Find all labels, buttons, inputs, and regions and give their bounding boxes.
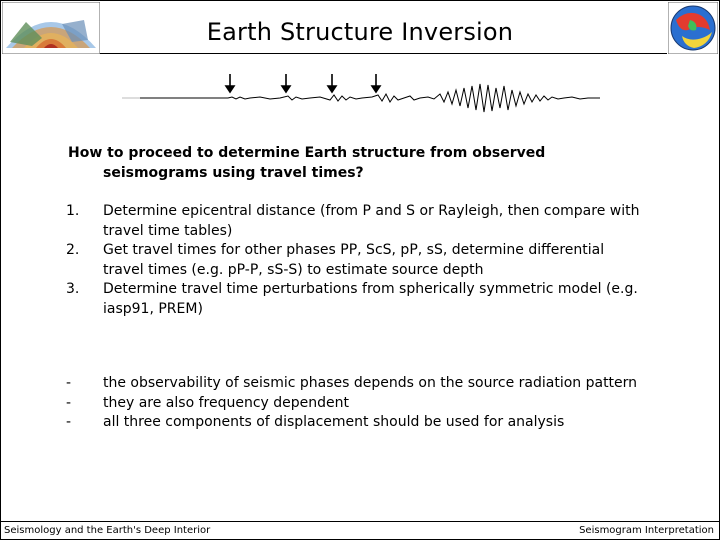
question-line-1: How to proceed to determine Earth structure from observed — [68, 145, 546, 161]
list-marker: 1. — [66, 203, 80, 219]
steps-list — [66, 202, 646, 319]
list-item — [66, 394, 646, 414]
list-marker: 2. — [66, 242, 80, 258]
page-title: Earth Structure Inversion — [206, 18, 514, 46]
list-item — [66, 241, 646, 280]
title-bar — [0, 0, 720, 68]
list-marker: - — [66, 394, 72, 411]
list-item-text: Get travel times for other phases PP, ScS, pP, sS, determine differential travel times (e.g. pP-P, sS-S) to estimate source depth — [103, 242, 605, 278]
title-underline — [100, 53, 667, 54]
seismogram-waveform-icon — [110, 70, 610, 130]
list-marker: - — [66, 375, 72, 391]
list-marker: 3. — [66, 281, 80, 297]
list-item — [66, 202, 646, 241]
notes-list — [66, 374, 646, 433]
footer-section-title: Seismogram Interpretation — [579, 525, 714, 536]
arrival-arrows — [226, 74, 380, 92]
list-marker: - — [66, 414, 72, 430]
list-item-text: Determine epicentral distance (from P and S or Rayleigh, then compare with travel time tables) — [103, 203, 640, 239]
earth-cutaway-icon — [2, 2, 100, 54]
question-line-2: seismograms using travel times? — [103, 165, 364, 181]
list-item — [66, 413, 646, 433]
list-item-text: they are also frequency dependent — [103, 394, 349, 411]
footer-divider — [0, 521, 720, 522]
list-item-text: all three components of displacement should be used for analysis — [103, 414, 565, 430]
question-text — [68, 143, 668, 183]
tomography-globe-icon — [668, 2, 718, 54]
footer-course-title: Seismology and the Earth's Deep Interior — [4, 525, 211, 536]
list-item — [66, 280, 646, 319]
list-item-text: Determine travel time perturbations from spherically symmetric model (e.g. iasp91, PREM) — [103, 281, 638, 317]
list-item — [66, 374, 646, 394]
list-item-text: the observability of seismic phases depends on the source radiation pattern — [103, 375, 638, 391]
